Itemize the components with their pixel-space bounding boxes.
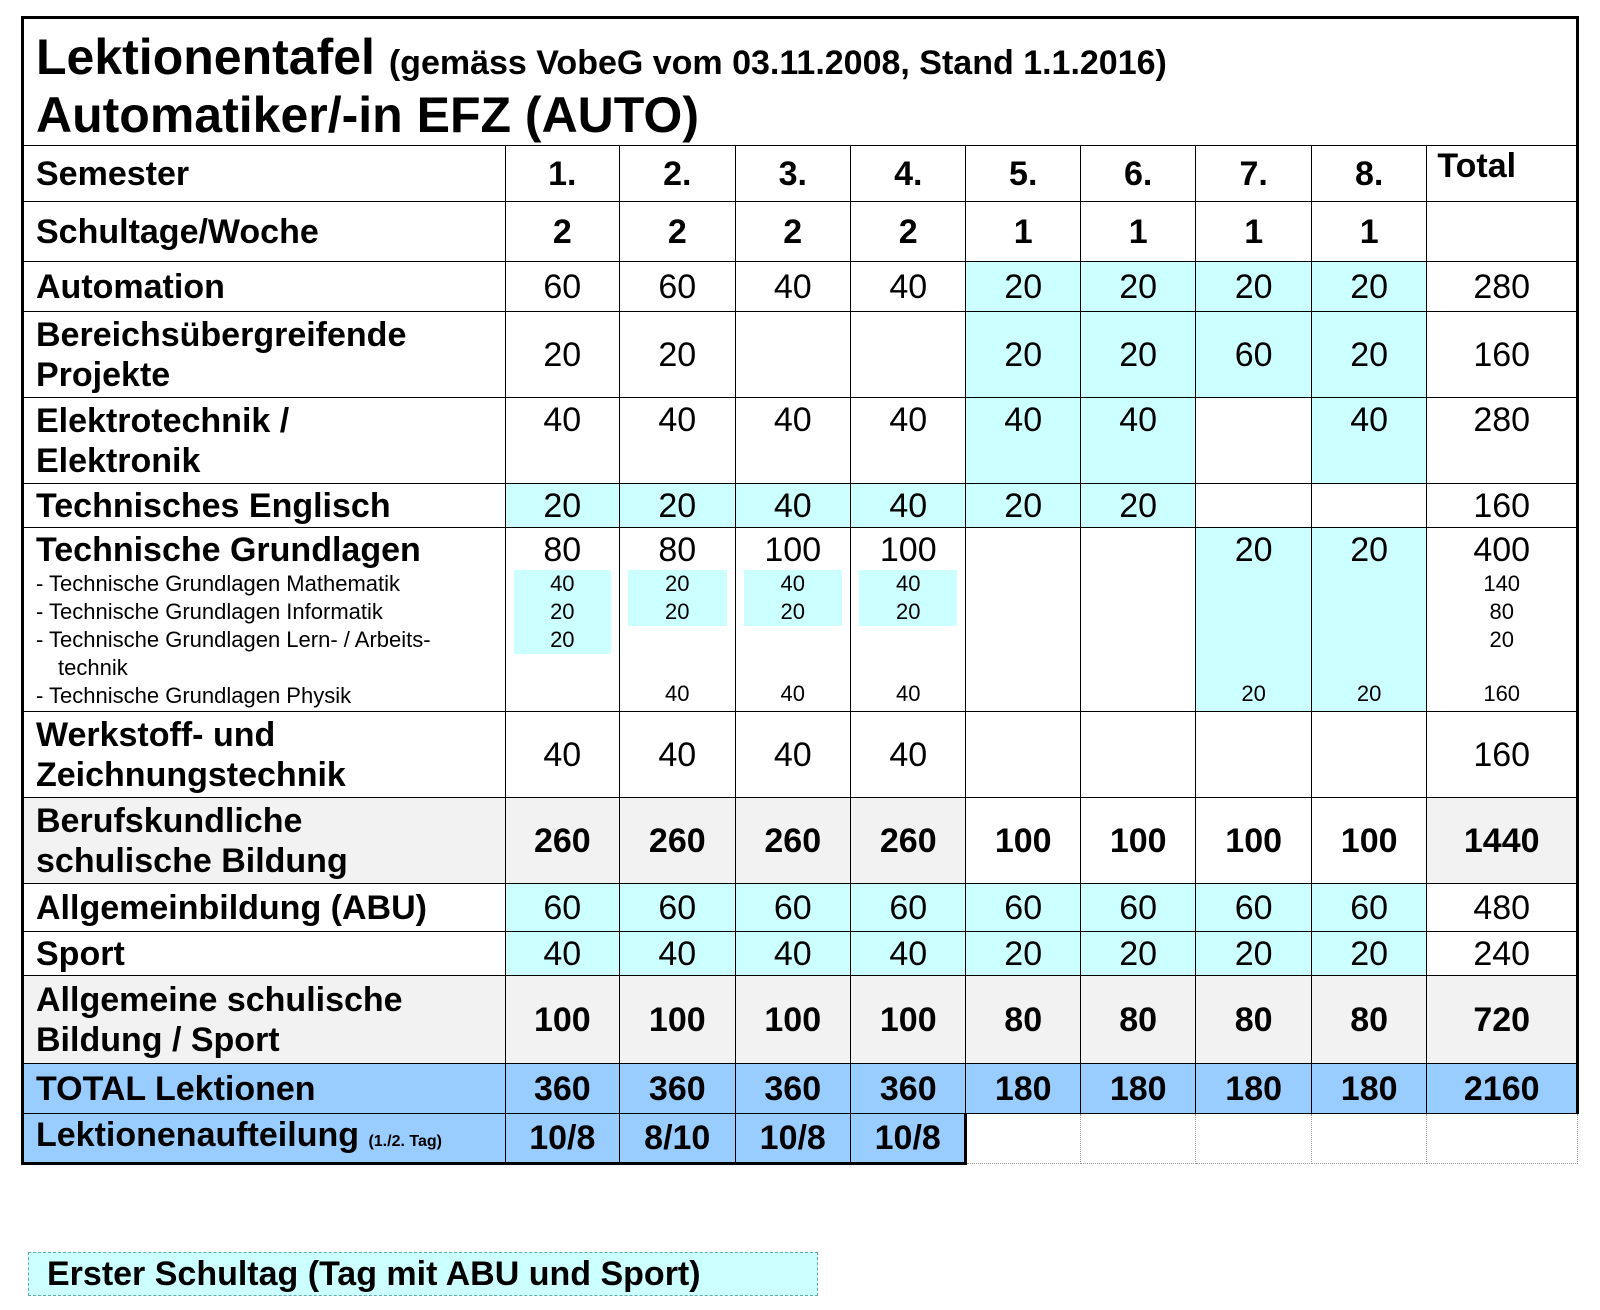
row-label-line: Berufskundliche	[36, 801, 303, 840]
value-cell: 100	[1311, 798, 1426, 884]
total-cell: 720	[1427, 976, 1578, 1064]
value-cell: 360	[851, 1064, 966, 1114]
value-cell: 40	[505, 398, 619, 484]
value-cell	[851, 528, 966, 712]
value-cell	[1311, 712, 1426, 798]
value-cell	[966, 712, 1080, 798]
page-title	[36, 29, 1167, 91]
sub-value: 20	[514, 598, 611, 626]
sub-value: 140	[1483, 571, 1521, 596]
value-cell: 100	[505, 976, 619, 1064]
total-label: TOTAL Lektionen	[36, 1069, 316, 1108]
sub-value: 40	[896, 681, 921, 706]
value-cell: 20	[1311, 312, 1426, 398]
value-cell: 40	[735, 484, 850, 528]
value-cell: 40	[851, 484, 966, 528]
sub-value: 20	[628, 598, 726, 626]
schooldays-row	[23, 202, 1578, 262]
main-value: 100	[879, 531, 937, 569]
sub-value: 80	[1489, 599, 1514, 624]
row-label-line: Projekte	[36, 355, 171, 394]
value-cell	[505, 528, 619, 712]
row-elektro	[23, 398, 1578, 484]
main-value: 100	[764, 531, 822, 569]
total-cell: 1440	[1427, 798, 1578, 884]
total-cell: 280	[1427, 398, 1578, 484]
value-cell	[1196, 712, 1311, 798]
value-cell	[1196, 528, 1311, 712]
value-cell: 10/8	[505, 1114, 619, 1164]
value-cell: 60	[1196, 312, 1311, 398]
value-cell: 40	[966, 398, 1080, 484]
value-cell: 40	[620, 712, 735, 798]
sub-label: - Technische Grundlagen Mathematik	[36, 571, 401, 596]
row-label-line: Zeichnungstechnik	[36, 755, 346, 794]
value-cell	[1196, 398, 1311, 484]
value-cell: 60	[620, 262, 735, 312]
sub-value: 20	[859, 598, 957, 626]
value-cell	[1311, 484, 1426, 528]
value-cell: 40	[735, 262, 850, 312]
lektionentafel	[21, 16, 1579, 1165]
value-cell: 80	[1080, 976, 1195, 1064]
schooldays-cell	[1427, 202, 1578, 262]
empty-cell	[1311, 1114, 1426, 1164]
sub-value: 160	[1483, 681, 1521, 706]
value-cell	[1080, 528, 1195, 712]
value-cell: 20	[1311, 932, 1426, 976]
value-cell: 260	[505, 798, 619, 884]
sub-value	[851, 626, 965, 653]
schooldays-cell: 1	[966, 202, 1080, 262]
value-cell: 40	[1311, 398, 1426, 484]
total-cell: 160	[1427, 712, 1578, 798]
value-cell: 100	[966, 798, 1080, 884]
main-value: 80	[543, 531, 582, 569]
value-cell	[735, 312, 850, 398]
value-cell: 40	[1080, 398, 1195, 484]
schooldays-cell: 1	[1080, 202, 1195, 262]
row-label	[23, 976, 506, 1064]
sub-value: 20	[1356, 681, 1382, 706]
row-englisch	[23, 484, 1578, 528]
row-grundlagen	[23, 528, 1578, 712]
total-cell: 160	[1427, 312, 1578, 398]
value-cell	[1311, 528, 1426, 712]
value-cell: 80	[1196, 976, 1311, 1064]
schooldays-cell: 2	[851, 202, 966, 262]
main-value: 80	[658, 531, 697, 569]
value-cell: 80	[1311, 976, 1426, 1064]
program-title: Automatiker/-in EFZ (AUTO)	[36, 87, 699, 143]
semester-8: 8.	[1311, 146, 1426, 202]
value-cell: 40	[620, 398, 735, 484]
empty-cell	[966, 1114, 1080, 1164]
value-cell: 40	[505, 932, 619, 976]
row-total	[23, 1064, 1578, 1114]
value-cell: 20	[505, 484, 619, 528]
schooldays-cell: 2	[735, 202, 850, 262]
value-cell: 60	[505, 262, 619, 312]
row-werkstoff	[23, 712, 1578, 798]
value-cell: 10/8	[735, 1114, 850, 1164]
value-cell: 100	[851, 976, 966, 1064]
sub-value: 40	[514, 570, 611, 598]
empty-cell	[1427, 1114, 1578, 1164]
row-label: Allgemeinbildung (ABU)	[23, 884, 506, 932]
value-cell	[620, 528, 735, 712]
total-cell: 160	[1427, 484, 1578, 528]
value-cell: 20	[966, 484, 1080, 528]
sub-value: 40	[744, 570, 842, 598]
value-cell: 20	[1196, 932, 1311, 976]
value-cell: 8/10	[620, 1114, 735, 1164]
aufteilung-note: (1./2. Tag)	[368, 1132, 442, 1150]
semester-row	[23, 146, 1578, 202]
sub-value: 40	[780, 681, 805, 706]
row-automation	[23, 262, 1578, 312]
semester-4: 4.	[851, 146, 966, 202]
sub-value: 40	[859, 570, 957, 598]
sub-value	[620, 626, 734, 653]
row-label	[23, 312, 506, 398]
main-value	[1081, 528, 1195, 570]
empty-cell	[1080, 1114, 1195, 1164]
row-label-line: Werkstoff- und	[36, 715, 276, 754]
row-label	[23, 528, 506, 712]
row-berufskundlich	[23, 798, 1578, 884]
value-cell: 40	[620, 932, 735, 976]
total-cell: 480	[1427, 884, 1578, 932]
main-value: 20	[1350, 531, 1389, 569]
row-label-line: Bereichsübergreifende	[36, 315, 407, 354]
value-cell	[735, 528, 850, 712]
value-cell: 360	[505, 1064, 619, 1114]
row-label: Sport	[23, 932, 506, 976]
main-value	[966, 528, 1079, 570]
value-cell: 40	[735, 712, 850, 798]
semester-5: 5.	[966, 146, 1080, 202]
schooldays-label: Schultage/Woche	[23, 202, 506, 262]
row-label-line: Elektronik	[36, 441, 201, 480]
value-cell: 60	[966, 884, 1080, 932]
sub-value: 40	[665, 681, 690, 706]
value-cell: 20	[966, 262, 1080, 312]
value-cell: 40	[851, 262, 966, 312]
value-cell: 360	[735, 1064, 850, 1114]
lesson-table	[21, 145, 1579, 1165]
value-cell: 80	[966, 976, 1080, 1064]
total-header: Total	[1427, 146, 1578, 202]
value-cell: 60	[1196, 884, 1311, 932]
value-cell: 60	[620, 884, 735, 932]
value-cell: 60	[505, 884, 619, 932]
value-cell	[1196, 484, 1311, 528]
value-cell: 20	[1080, 312, 1195, 398]
value-cell	[1080, 712, 1195, 798]
main-value: 400	[1473, 531, 1531, 569]
row-label: Technisches Englisch	[23, 484, 506, 528]
row-label: Automation	[23, 262, 506, 312]
value-cell: 20	[1080, 262, 1195, 312]
row-label	[23, 1064, 506, 1114]
legend-first-schoolday: Erster Schultag (Tag mit ABU und Sport)	[28, 1252, 818, 1296]
row-aufteilung	[23, 1114, 1578, 1164]
value-cell	[851, 312, 966, 398]
value-cell: 20	[505, 312, 619, 398]
value-cell: 40	[505, 712, 619, 798]
value-cell: 20	[1080, 932, 1195, 976]
sub-label: - Technische Grundlagen Lern- / Arbeits-	[36, 627, 431, 652]
total-cell	[1427, 528, 1578, 712]
row-label	[23, 1114, 506, 1164]
value-cell: 20	[1311, 262, 1426, 312]
semester-7: 7.	[1196, 146, 1311, 202]
value-cell: 60	[1311, 884, 1426, 932]
value-cell: 40	[851, 712, 966, 798]
value-cell: 40	[735, 932, 850, 976]
sub-label: - Technische Grundlagen Informatik	[36, 599, 383, 624]
value-cell: 40	[735, 398, 850, 484]
value-cell: 60	[851, 884, 966, 932]
value-cell	[966, 528, 1080, 712]
value-cell: 40	[851, 932, 966, 976]
value-cell: 40	[851, 398, 966, 484]
schooldays-cell: 1	[1311, 202, 1426, 262]
value-cell: 100	[1080, 798, 1195, 884]
value-cell: 360	[620, 1064, 735, 1114]
schooldays-cell: 1	[1196, 202, 1311, 262]
value-cell: 100	[620, 976, 735, 1064]
row-label	[23, 398, 506, 484]
value-cell: 180	[1196, 1064, 1311, 1114]
sub-value: 20	[514, 626, 611, 654]
schooldays-cell: 2	[620, 202, 735, 262]
semester-1: 1.	[505, 146, 619, 202]
title-main: Lektionentafel	[36, 29, 375, 85]
semester-6: 6.	[1080, 146, 1195, 202]
row-allgemein	[23, 976, 1578, 1064]
row-label-main: Technische Grundlagen	[36, 531, 421, 569]
value-cell: 100	[1196, 798, 1311, 884]
sub-value: 20	[628, 570, 726, 598]
total-cell: 280	[1427, 262, 1578, 312]
value-cell: 260	[735, 798, 850, 884]
row-label-line: schulische Bildung	[36, 841, 348, 880]
semester-2: 2.	[620, 146, 735, 202]
total-cell: 2160	[1427, 1064, 1578, 1114]
sub-value	[506, 681, 619, 708]
schooldays-cell: 2	[505, 202, 619, 262]
sub-label: technik	[58, 655, 128, 680]
value-cell: 180	[966, 1064, 1080, 1114]
value-cell: 20	[1080, 484, 1195, 528]
value-cell: 10/8	[851, 1114, 966, 1164]
value-cell: 60	[1080, 884, 1195, 932]
row-label-line: Allgemeine schulische	[36, 980, 403, 1019]
semester-label: Semester	[23, 146, 506, 202]
sub-value	[736, 626, 850, 653]
value-cell: 180	[1080, 1064, 1195, 1114]
value-cell: 260	[620, 798, 735, 884]
value-cell: 180	[1311, 1064, 1426, 1114]
row-label-line: Bildung / Sport	[36, 1020, 280, 1059]
sub-label: - Technische Grundlagen Physik	[36, 683, 352, 708]
sub-value: 20	[1241, 681, 1266, 706]
value-cell: 260	[851, 798, 966, 884]
value-cell: 20	[620, 484, 735, 528]
title-box	[21, 16, 1579, 145]
value-cell: 20	[966, 932, 1080, 976]
row-label-line: Elektrotechnik /	[36, 401, 290, 440]
aufteilung-label: Lektionenaufteilung	[36, 1115, 359, 1154]
value-cell: 100	[735, 976, 850, 1064]
row-label	[23, 798, 506, 884]
main-value: 20	[1234, 531, 1273, 569]
sub-value: 20	[1489, 627, 1514, 652]
total-cell: 240	[1427, 932, 1578, 976]
row-projekte	[23, 312, 1578, 398]
empty-cell	[1196, 1114, 1311, 1164]
title-subtitle: (gemäss VobeG vom 03.11.2008, Stand 1.1.2016)	[388, 44, 1167, 82]
value-cell: 20	[620, 312, 735, 398]
sub-value: 20	[744, 598, 842, 626]
value-cell: 60	[735, 884, 850, 932]
semester-3: 3.	[735, 146, 850, 202]
row-abu	[23, 884, 1578, 932]
value-cell: 20	[966, 312, 1080, 398]
row-label	[23, 712, 506, 798]
row-sport	[23, 932, 1578, 976]
value-cell: 20	[1196, 262, 1311, 312]
